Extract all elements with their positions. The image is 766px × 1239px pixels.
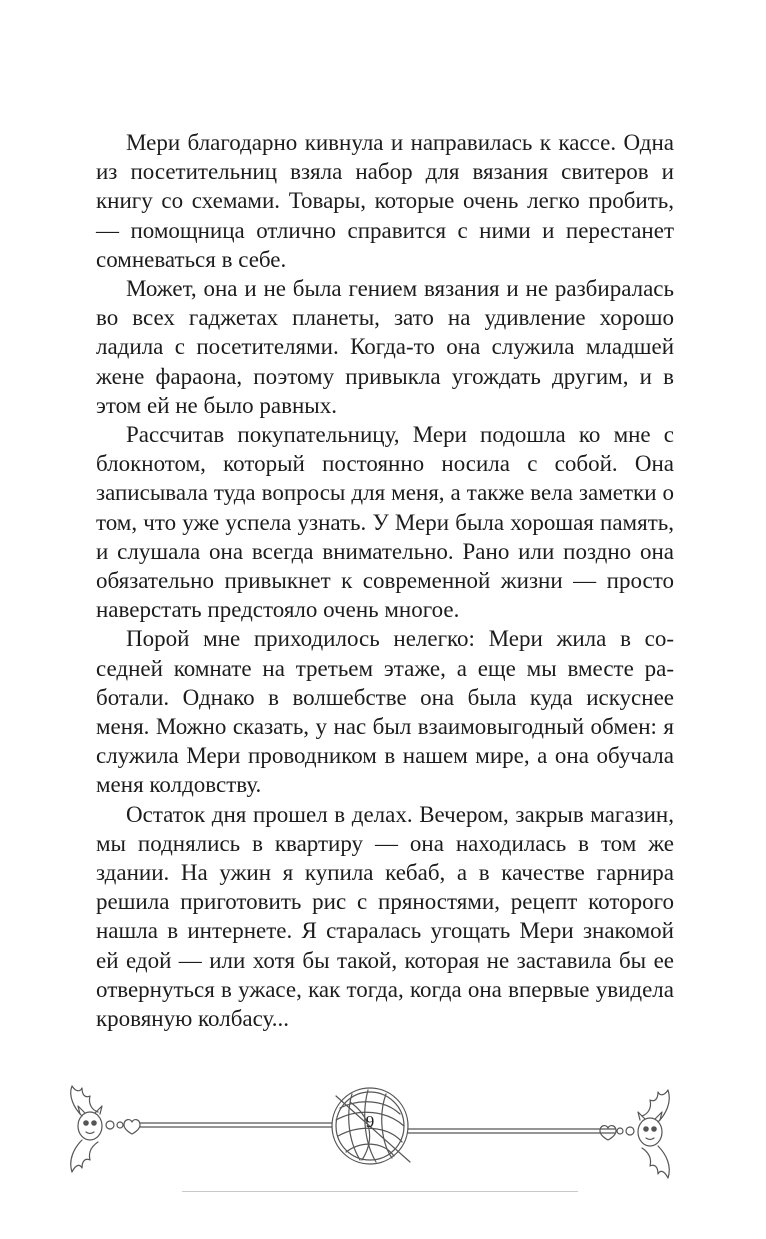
right-bat-icon	[638, 1090, 669, 1178]
bottom-rule-divider	[182, 1191, 578, 1192]
paragraph-3: Рассчитав покупательницу, Мери подошла ко мне с блокнотом, который постоянно носила с собой. Она записывала туда вопросы для меня, а также вела заметки о том, что уже успела узнать. У Мери была хорошая память, и слушала она всегда внимательно. Рано или поздно она обязательно привыкнет к современной жизни — просто наверстать предстояло очень многое.	[96, 422, 674, 623]
body-text	[96, 128, 674, 1033]
paragraph-1: Мери благодарно кивнула и направилась к кассе. Одна из посетительниц взяла набор для вязания свитеров и книгу со схемами. Товары, которые очень легко пробить, — помощница отлично справится с ними и перестанет сомневаться в себе.	[96, 130, 674, 272]
paragraph-5: Остаток дня прошел в делах. Вечером, закрыв магазин, мы поднялись в квартиру — она находилась в том же здании. На ужин я купила кебаб, а в качестве гарнира решила приготовить рис с пряностями, рецепт которого нашла в интернете. Я старалась угощать Мери знакомой ей едой — или хотя бы такой, которая не заставила бы ее отвернуться в ужасе, как тогда, когда она впервые увидела кровяную колбасу...	[96, 801, 674, 1032]
paragraph-2: Может, она и не была гением вязания и не разбиралась во всех гаджетах планеты, зато на удивление хорошо ладила с посетителями. Когда-то она служила младшей жене фараона, поэтому привыкла угождать другим, и в этом ей не было равных.	[96, 276, 674, 418]
paragraph-4: Порой мне приходилось нелегко: Мери жила в соседней комнате на третьем этаже, а еще мы вместе работали. Однако в волшебстве она была куда искуснее меня. Можно сказать, у нас был взаимовыгодный обмен: я служила Мери проводником в нашем мире, а она обучала меня колдовству.	[96, 626, 674, 798]
left-bat-icon	[71, 1086, 102, 1172]
page-number: 9	[365, 1112, 375, 1131]
